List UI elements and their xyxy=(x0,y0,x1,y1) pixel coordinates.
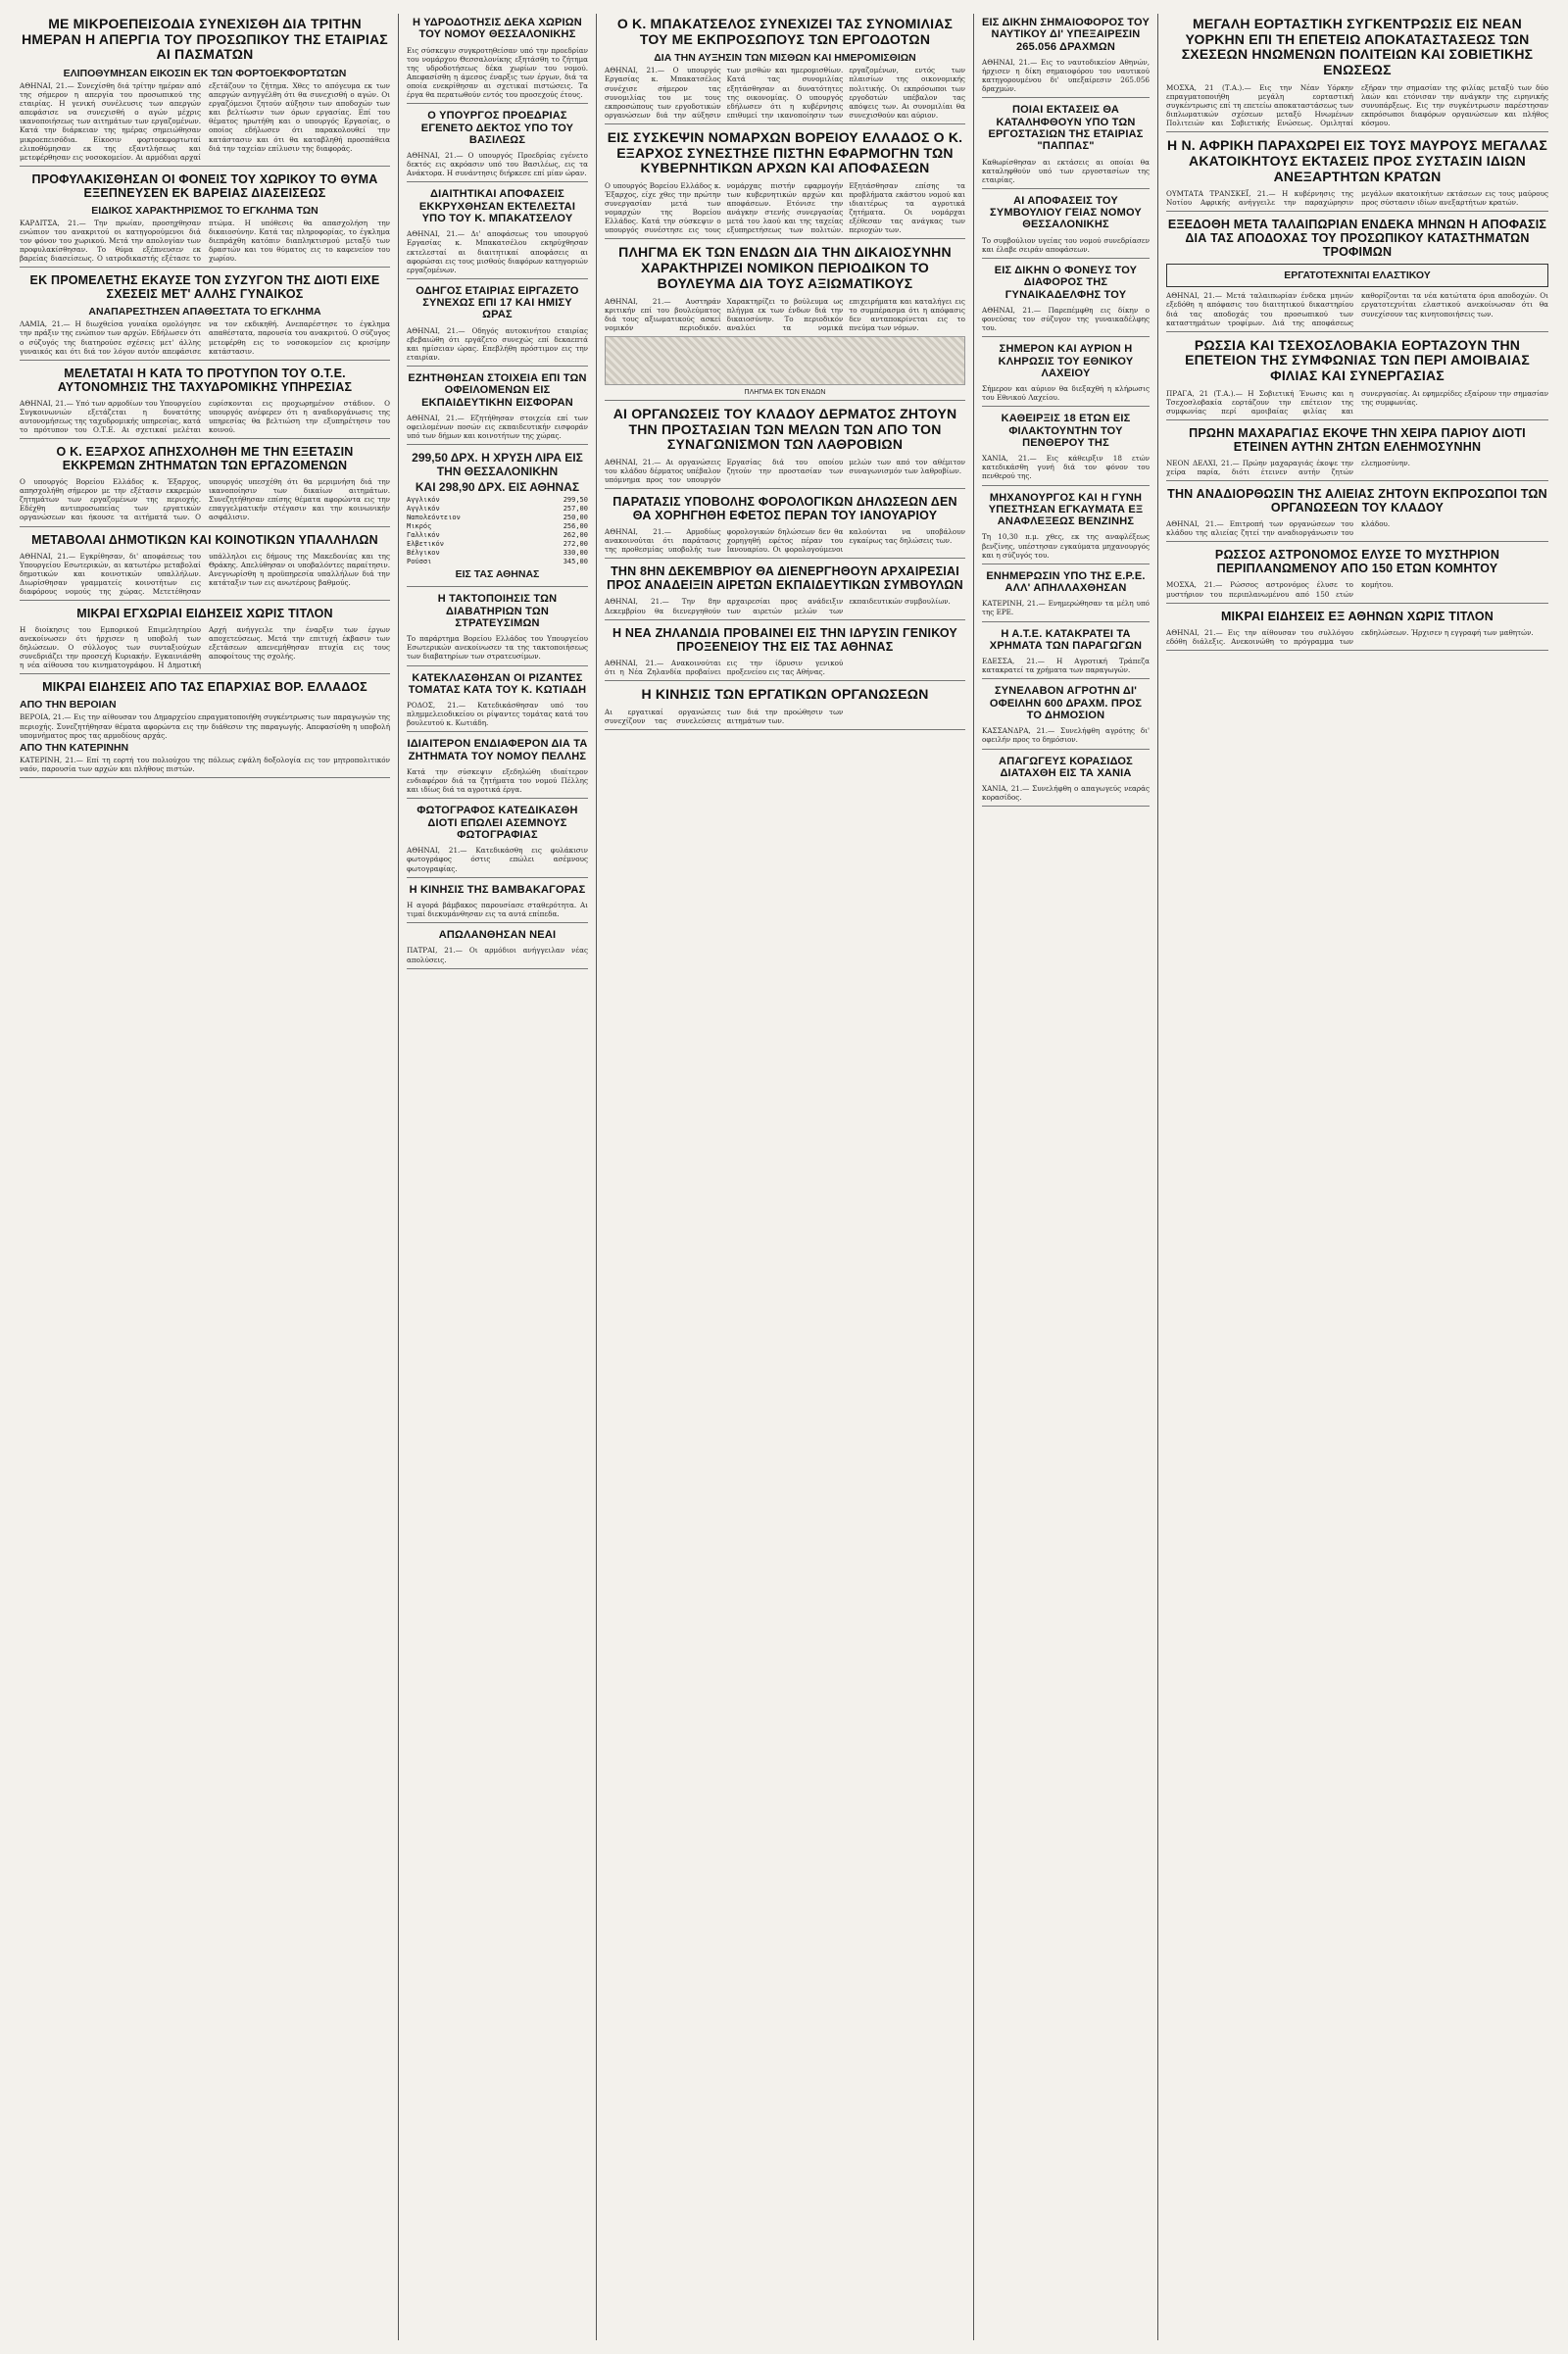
gold-row: Αγγλικόν 299,50 xyxy=(407,496,588,505)
headline: Η ΤΑΚΤΟΠΟΙΗΣΙΣ ΤΩΝ ΔΙΑΒΑΤΗΡΙΩΝ ΤΩΝ ΣΤΡΑΤΕΥΣΙΜΩΝ xyxy=(437,593,558,629)
headline: ΕΚ ΠΡΟΜΕΛΕΤΗΣ ΕΚΑΥΣΕ ΤΟΝ ΣΥΖΥΓΟΝ ΤΗΣ ΔΙΟΤΙ ΕΙΧΕ ΣΧΕΣΕΙΣ ΜΕΤ' ΑΛΛΗΣ ΓΥΝΑΙΚΟΣ xyxy=(29,273,380,302)
headline: ΕΙΣ ΣΥΣΚΕΨΙΝ ΝΟΜΑΡΧΩΝ ΒΟΡΕΙΟΥ ΕΛΛΑΔΟΣ Ο Κ. ΕΞΑΡΧΟΣ ΣΥΝΕΣΤΗΣΕ ΠΙΣΤΗΝ ΕΦΑΡΜΟΓΗΝ ΤΩΝ ΚΥΒΕΡΝΗΤΙΚΩΝ ΑΡΧΩΝ ΚΑΙ ΑΠΟΦΑΣΕΩΝ xyxy=(607,128,963,176)
column-1 xyxy=(12,14,399,2340)
article-russia-czech xyxy=(1166,338,1548,420)
gold-headline-athens: ΚΑΙ 298,90 ΔΡΧ. ΕΙΣ ΑΘΗΝΑΣ xyxy=(415,480,580,495)
article-south-africa xyxy=(1166,138,1548,212)
article-comet xyxy=(1166,548,1548,603)
article-body: Η διοίκησις του Εμπορικού Επιμελητηρίου ανεκοίνωσεν ότι ήρχισεν η υποβολή των δηλώσεων. Ο σύλλογος των συνταξιούχων συνεδριάζει την προσεχή Κυριακήν. Εγκαινιάσθη η νέα αίθουσα του κινηματογράφου. Η Δημοτική Αρχή ανήγγειλε την έναρξιν των έργων αποχετεύσεως. Μετά την επιτυχή έκβασιν των εξετάσεων απενεμήθησαν πτυχία εις τους αποφοίτους της σχολής. xyxy=(20,625,390,670)
article-body: Η αγορά βάμβακος παρουσίασε σταθερότητα. Αι τιμαί διεκυμάνθησαν εις τα αυτά επίπεδα. xyxy=(407,900,588,918)
headline: ΚΑΘΕΙΡΞΙΣ 18 ΕΤΩΝ ΕΙΣ ΦΙΛΑΚΤΟΥΝΤΗΝ ΤΟΥ ΠΕΝΘΕΡΟΥ ΤΗΣ xyxy=(1001,413,1131,449)
article-body: ΑΘΗΝΑΙ, 21.— Αι οργανώσεις του κλάδου δέρματος υπέβαλον υπόμνημα προς τον υπουργόν Εργασίας διά του οποίου ζητούν την προστασίαν των μελών των από τον αθέμιτον συναγωνισμόν των λαθροβίων. xyxy=(605,457,965,485)
headline: ΕΙΣ ΔΙΚΗΝ Ο ΦΟΝΕΥΣ ΤΟΥ ΔΙΑΦΟΡΟΣ ΤΗΣ ΓΥΝΑΙΚΑΔΕΛΦΗΣ ΤΟΥ xyxy=(994,264,1138,301)
headline: Η ΚΙΝΗΣΙΣ ΤΗΣ ΒΑΜΒΑΚΑΓΟΡΑΣ xyxy=(409,883,586,896)
headline: ΜΕΓΑΛΗ ΕΟΡΤΑΣΤΙΚΗ ΣΥΓΚΕΝΤΡΩΣΙΣ ΕΙΣ ΝΕΑΝ ΥΟΡΚΗΝ ΕΠΙ ΤΗ ΕΠΕΤΕΙΩ ΑΠΟΚΑΤΑΣΤΑΣΕΩΣ ΤΩΝ ΣΧΕΣΕΩΝ ΗΝΩΜΕΝΩΝ ΠΟΛΙΤΕΙΩΝ ΚΑΙ ΣΟΒΙΕΤΙΚΗΣ ΕΝΩΣΕΩΣ xyxy=(1181,16,1534,78)
gold-row: Γαλλικόν 262,00 xyxy=(407,531,588,540)
headline: ΕΖΗΤΗΘΗΣΑΝ ΣΤΟΙΧΕΙΑ ΕΠΙ ΤΩΝ ΟΦΕΙΛΟΜΕΝΩΝ ΕΙΣ ΕΚΠΑΙΔΕΥΤΙΚΗΝ ΕΙΣΦΟΡΑΝ xyxy=(408,372,587,409)
sidebar-box xyxy=(1166,264,1548,287)
subheadline: ΕΛΙΠΟΘΥΜΗΣΑΝ ΕΙΚΟΣΙΝ ΕΚ ΤΩΝ ΦΟΡΤΟΕΚΦΟΡΤΩΤΩΝ xyxy=(63,68,347,80)
article-arbitration xyxy=(407,188,588,278)
headline: ΙΔΙΑΙΤΕΡΟΝ ΕΝΔΙΑΦΕΡΟΝ ΔΙΑ ΤΑ ΖΗΤΗΜΑΤΑ ΤΟΥ ΝΟΜΟΥ ΠΕΛΛΗΣ xyxy=(407,738,588,762)
column-2 xyxy=(399,14,597,2340)
article-body: ΑΘΗΝΑΙ, 21.— Οδηγός αυτοκινήτου εταιρίας εβεβαιώθη ότι εργάζετο συνεχώς επί δεκαεπτά και ημίσειαν ώρας. Επεβλήθη πρόστιμον εις την εταιρίαν. xyxy=(407,325,588,363)
article-justice-blow xyxy=(605,245,965,400)
article-body: ΜΟΣΧΑ, 21 (Τ.Α.).— Εις την Νέαν Υόρκην επραγματοποιήθη μεγάλη εορταστική συγκέντρωσις επί τη επετείω αποκαταστάσεως των διπλωματικών σχέσεων μεταξύ Ηνωμένων Πολιτειών και Σοβιετικής Ενώσεως. Ομιληταί εξήραν την σημασίαν της φιλίας μεταξύ των δύο λαών και ετόνισαν την ανάγκην της ειρηνικής συνυπάρξεως. Εις την συγκέντρωσιν παρέστησαν εκπρόσωποι διαφόρων οργανώσεων και πλήθος κόσμου. xyxy=(1166,82,1548,128)
headline: ΑΠΩΛΑΝΘΗΣΑΝ ΝΕΑΙ xyxy=(438,929,557,942)
article-strike xyxy=(20,17,390,167)
gold-footer: ΕΙΣ ΤΑΣ ΑΘΗΝΑΣ xyxy=(455,568,540,581)
article-body: Το παράρτημα Βορείου Ελλάδος του Υπουργείου Εσωτερικών ανεκοίνωσεν τα της τακτοποιήσεως των διαβατηρίων των στρατευσίμων. xyxy=(407,634,588,662)
article-body: Ο υπουργός Βορείου Ελλάδος κ. Έξαρχος, απησχολήθη σήμερον με την εξέτασιν εκκρεμών ζητημάτων των εργαζομένων της περιοχής. Εδέχθη αντιπροσωπείας των εργατικών οργανώσεων και ήκουσε τα αιτήματά των. Ο υπουργός υπεσχέθη ότι θα μεριμνήση διά την ικανοποίησιν των δικαίων αιτημάτων. Συνεζητήθησαν επίσης θέματα αφορώντα εις την επαγγελματικήν στέγασιν και την κοινωνικήν ασφάλισιν. xyxy=(20,477,390,522)
article-body: ΑΘΗΝΑΙ, 21.— Ο υπουργός Εργασίας κ. Μπακατσέλος συνέχισε σήμερον τας συνομιλίας του με τους εκπροσώπους των εργοδοτικών οργανώσεων διά την αύξησιν των μισθών και ημερομισθίων. Κατά τας συνομιλίας εξητάσθησαν αι δυνατότητες της οικονομίας. Ο υπουργός εδήλωσεν ότι η κυβέρνησις επιθυμεί την ικανοποίησιν των εργαζομένων, εντός των πλαισίων της οικονομικής πολιτικής. Οι εκπρόσωποι των εργοδοτών υπέβαλον τας απόψεις των. Αι συνομιλίαι θα συνεχισθούν και αύριον. xyxy=(605,66,965,120)
article-body: Ο υπουργός Βορείου Ελλάδος κ. Έξαρχος, είχε χθες την πρώτην συνεργασίαν μετά των νομαρχών της Βορείου Ελλάδος. Κατά την σύσκεψιν ο υπουργός συνέστησε εις τους νομάρχας πιστήν εφαρμογήν των κυβερνητικών αρχών και αποφάσεων. Ετόνισε την ανάγκην στενής συνεργασίας μετά του λαού και της ταχείας εξυπηρετήσεως των πολιτών. Εξητάσθησαν επίσης τα προβλήματα εκάστου νομού και ιδιαιτέρως τα αγροτικά ζητήματα. Οι νομάρχαι εξέθεσαν τας ανάγκας των περιοχών των. xyxy=(605,180,965,235)
subheadline: ΕΙΔΙΚΟΣ ΧΑΡΑΚΤΗΡΙΣΜΟΣ ΤΟ ΕΓΚΛΗΜΑ ΤΩΝ xyxy=(91,204,318,217)
headline: ΜΗΧΑΝΟΥΡΓΟΣ ΚΑΙ Η ΓΥΝΗ ΥΠΕΣΤΗΣΑΝ ΕΓΚΑΥΜΑΤΑ ΕΞ ΑΝΑΦΛΕΞΕΩΣ ΒΕΝΖΙΝΗΣ xyxy=(988,491,1144,528)
article-new-york xyxy=(1166,17,1548,132)
article-elections xyxy=(605,564,965,619)
headline: ΠΛΗΓΜΑ ΕΚ ΤΩΝ ΕΝΔΩΝ ΔΙΑ ΤΗΝ ΔΙΚΑΙΟΣΥΝΗΝ ΧΑΡΑΚΤΗΡΙΖΕΙ ΝΟΜΙΚΟΝ ΠΕΡΙΟΔΙΚΟΝ ΤΟ ΒΟΥΛΕΥΜΑ ΔΙΑ ΤΟΥΣ ΑΞΙΩΜΑΤΙΚΟΥΣ xyxy=(618,244,952,291)
article-prefects-meeting xyxy=(605,130,965,240)
gold-row: Αγγλικόν 257,00 xyxy=(407,505,588,514)
article-body: ΑΘΗΝΑΙ, 21.— Παρεπέμφθη εις δίκην ο φονεύσας τον σύζυγον της γυναικαδέλφης του. xyxy=(982,305,1150,333)
headline: ΚΑΤΕΚΛΑΣΘΗΣΑΝ ΟΙ ΡΙΖΑΝΤΕΣ ΤΟΜΑΤΑΣ ΚΑΤΑ ΤΟΥ Κ. ΚΩΤΙΑΔΗ xyxy=(408,671,587,696)
article-cotton xyxy=(407,884,588,924)
article-body: ΛΑΜΙΑ, 21.— Η διωχθείσα γυναίκα ομολόγησε την πράξιν της ενώπιον των αρχών. Εδήλωσεν ότι ο σύζυγός της διατηρούσε σχέσεις μετ' άλλης γυναικός και ότι διά τον λόγον αυτόν απεφάσισε να τον εκδικηθή. Ανεπαρέστησε το έγκλημα απαθέστατα, παρουσία του ανακριτού. Ο σύζυγος μετεφέρθη εις το νοσοκομείον εις κρισίμην κατάστασιν. xyxy=(20,319,390,356)
headline: Ο Κ. ΕΞΑΡΧΟΣ ΑΠΗΣΧΟΛΗΘΗ ΜΕ ΤΗΝ ΕΞΕΤΑΣΙΝ ΕΚΚΡΕΜΩΝ ΖΗΤΗΜΑΤΩΝ ΤΩΝ ΕΡΓΑΖΟΜΕΝΩΝ xyxy=(56,445,354,473)
article-navy-trial xyxy=(982,17,1150,98)
gold-prices xyxy=(407,451,588,587)
article-fishing xyxy=(1166,487,1548,542)
article-body: Εις σύσκεψιν συγκροτηθείσαν υπό την προεδρίαν του νομάρχου Θεσσαλονίκης εξητάσθη το ζήτημα της υδροδοτήσεως δέκα χωρίων του νομού. Απεφασίσθη η άμεσος έναρξις των έργων, διά τα οποία ενεκρίθησαν αι σχετικαί πιστώσεις. Τα έργα θα περατωθούν εντός του προσεχούς έτους. xyxy=(407,45,588,100)
article-municipal-staff xyxy=(20,533,390,601)
box-title: ΕΡΓΑΤΟΤΕΧΝΙΤΑΙ ΕΛΑΣΤΙΚΟΥ xyxy=(1284,270,1431,282)
gold-row: Ελβετικόν 272,00 xyxy=(407,540,588,549)
article-body: ΑΘΗΝΑΙ, 21.— Ο υπουργός Προεδρίας εγένετο δεκτός εις ακρόασιν υπό του Βασιλέως, εις τα Ανάκτορα. Η συνάντησις διήρκεσε επί μίαν ώραν. xyxy=(407,151,588,178)
headline: ΕΞΕΔΟΘΗ ΜΕΤΑ ΤΑΛΑΙΠΩΡΙΑΝ ΕΝΔΕΚΑ ΜΗΝΩΝ Η ΑΠΟΦΑΣΙΣ ΔΙΑ ΤΑΣ ΑΠΟΔΟΧΑΣ ΤΟΥ ΠΡΟΣΩΠΙΚΟΥ ΚΑΤΑΣΤΗΜΑΤΩΝ ΤΡΟΦΙΜΩΝ xyxy=(1167,218,1547,260)
article-body: ΑΘΗΝΑΙ, 21.— Μετά ταλαιπωρίαν ένδεκα μηνών εξεδόθη η απόφασις του διαιτητικού δικαστηρίου διά τας αποδοχάς του προσωπικού των καταστημάτων τροφίμων. Διά της αποφάσεως καθορίζονται τα νέα κατώτατα όρια αποδοχών. Οι εργατοτεχνίται ελαστικού ανεκοίνωσαν ότι θα συνεχίσουν τας κινητοποιήσεις των. xyxy=(1166,291,1548,327)
article-body: ΑΘΗΝΑΙ, 21.— Την 8ην Δεκεμβρίου θα διενεργηθούν αρχαιρεσίαι προς ανάδειξιν των αιρετών μελών των εκπαιδευτικών συμβουλίων. xyxy=(605,597,951,615)
column-4 xyxy=(974,14,1158,2340)
article-body: Καθωρίσθησαν αι εκτάσεις αι οποίαι θα καταληφθούν υπό των εργοστασίων της εταιρίας. xyxy=(982,157,1150,184)
headline: ΑΠΑΓΩΓΕΥΣ ΚΟΡΑΣΙΔΟΣ ΔΙΑΤΑΧΘΗ ΕΙΣ ΤΑ ΧΑΝΙΑ xyxy=(999,755,1133,779)
article-photographer xyxy=(407,805,588,877)
headline: ΔΙΑΙΤΗΤΙΚΑΙ ΑΠΟΦΑΣΕΙΣ ΕΚΚΡΥΧΘΗΣΑΝ ΕΚΤΕΛΕΣΤΑΙ ΥΠΟ ΤΟΥ Κ. ΜΠΑΚΑΤΣΕΛΟΥ xyxy=(418,188,576,225)
article-bakatselos-talks xyxy=(605,17,965,124)
headline: ΜΙΚΡΑΙ ΕΙΔΗΣΕΙΣ ΑΠΟ ΤΑΣ ΕΠΑΡΧΙΑΣ ΒΟΡ. ΕΛΛΑΔΟΣ xyxy=(42,680,368,695)
article-body: ΚΑΤΕΡΙΝΗ, 21.— Ενημερώθησαν τα μέλη υπό της ΕΡΕ. xyxy=(982,599,1150,617)
article-minister-king xyxy=(407,110,588,182)
article-body: ΑΘΗΝΑΙ, 21.— Αυστηράν κριτικήν επί του βουλεύματος διά τους αξιωματικούς ασκεί νομικόν περιοδικόν. Χαρακτηρίζει το βούλευμα ως πλήγμα εκ των ένδων διά την δικαιοσύνην. Το περιοδικόν αναλύει τα νομικά επιχειρήματα και καταλήγει εις το συμπέρασμα ότι η απόφασις δεν ανταποκρίνεται εις το πνεύμα των νόμων. xyxy=(605,296,965,332)
article-body: ΚΑΣΣΑΝΔΡΑ, 21.— Συνελήφθη αγρότης δι' οφειλήν προς το δημόσιον. xyxy=(982,726,1150,745)
article-water-supply xyxy=(407,17,588,104)
article-body: Το συμβούλιον υγείας του νομού συνεδρίασεν και έλαβε σειράν αποφάσεων. xyxy=(982,235,1150,254)
headline: ΑΙ ΑΠΟΦΑΣΕΙΣ ΤΟΥ ΣΥΜΒΟΥΛΙΟΥ ΓΕΙΑΣ ΝΟΜΟΥ ΘΕΣΣΑΛΟΝΙΚΗΣ xyxy=(990,194,1142,231)
article-driver xyxy=(407,285,588,367)
headline: ΜΕΤΑΒΟΛΑΙ ΔΗΜΟΤΙΚΩΝ ΚΑΙ ΚΟΙΝΟΤΙΚΩΝ ΥΠΑΛΛΗΛΩΝ xyxy=(31,532,378,547)
headline: ΤΗΝ ΑΝΑΔΙΟΡΘΩΣΙΝ ΤΗΣ ΑΛΙΕΙΑΣ ΖΗΤΟΥΝ ΕΚΠΡΟΣΩΠΟΙ ΤΩΝ ΟΡΓΑΝΩΣΕΩΝ ΤΟΥ ΚΛΑΔΟΥ xyxy=(1167,487,1547,515)
article-petrol-burns xyxy=(982,492,1150,564)
article-education-levy xyxy=(407,372,588,445)
headline: ΠΡΩΗΝ ΜΑΧΑΡΑΓΙΑΣ ΕΚΟΨΕ ΤΗΝ ΧΕΙΡΑ ΠΑΡΙΟΥ ΔΙΟΤΙ ΕΤΕΙΝΕΝ ΑΥΤΗΝ ΖΗΤΩΝ ΕΛΕΗΜΟΣΥΝΗΝ xyxy=(1189,426,1526,455)
headline: ΕΙΣ ΔΙΚΗΝ ΣΗΜΑΙΟΦΟΡΟΣ ΤΟΥ ΝΑΥΤΙΚΟΥ ΔΙ' ΥΠΕΞΑΙΡΕΣΙΝ 265.056 ΔΡΑΧΜΩΝ xyxy=(982,17,1150,53)
gold-row: Ρούσσι 345,00 xyxy=(407,558,588,566)
gold-table xyxy=(407,496,588,566)
article-exarchos-workers xyxy=(20,445,390,526)
article-body: ΑΘΗΝΑΙ, 21.— Δι' αποφάσεως του υπουργού Εργασίας κ. Μπακατσέλου εκηρύχθησαν εκτελεσταί αι διαιτητικαί αποφάσεις αι αφορώσαι εις τους μισθούς διαφόρων κατηγοριών εργαζομένων. xyxy=(407,229,588,274)
headline: ΡΩΣΣΙΑ ΚΑΙ ΤΣΕΧΟΣΛΟΒΑΚΙΑ ΕΟΡΤΑΖΟΥΝ ΤΗΝ ΕΠΕΤΕΙΟΝ ΤΗΣ ΣΥΜΦΩΝΙΑΣ ΤΩΝ ΠΕΡΙ ΑΜΟΙΒΑΙΑΣ ΦΙΛΙΑΣ ΚΑΙ ΣΥΝΕΡΓΑΣΙΑΣ xyxy=(1185,336,1530,384)
article-body: ΑΘΗΝΑΙ, 21.— Εις την αίθουσαν του συλλόγου εδόθη διάλεξις. Ανεκοινώθη το πρόγραμμα των εκδηλώσεων. Ήρχισεν η εγγραφή των μαθητών. xyxy=(1166,627,1534,646)
headline: Ο ΥΠΟΥΡΓΟΣ ΠΡΟΕΔΡΙΑΣ ΕΓΕΝΕΤΟ ΔΕΚΤΟΣ ΥΠΟ ΤΟΥ ΒΑΣΙΛΕΩΣ xyxy=(420,110,574,146)
article-passports xyxy=(407,593,588,665)
headline: ΤΗΝ 8ΗΝ ΔΕΚΕΜΒΡΙΟΥ ΘΑ ΔΙΕΝΕΡΓΗΘΟΥΝ ΑΡΧΑΙΡΕΣΙΑΙ ΠΡΟΣ ΑΝΑΔΕΙΞΙΝ ΑΙΡΕΤΩΝ ΕΚΠΑΙΔΕΥΤΙΚΩΝ ΣΥΜΒΟΥΛΩΝ xyxy=(607,564,963,593)
article-tomatoes xyxy=(407,672,588,733)
article-body: ΑΘΗΝΑΙ, 21.— Ανακοινούται ότι η Νέα Ζηλανδία προβαίνει εις την ίδρυσιν γενικού προξενείου εις τας Αθήνας. xyxy=(605,658,844,676)
article-abductor xyxy=(982,756,1150,808)
gold-headline: 299,50 ΔΡΧ. Η ΧΡΥΣΗ ΛΙΡΑ ΕΙΣ ΤΗΝ ΘΕΣΣΑΛΟΝΙΚΗΝ xyxy=(412,451,583,479)
article-body: Κατά την σύσκεψιν εξεδηλώθη ιδιαίτερον ενδιαφέρον διά τα ζητήματα του νομού Πέλλης και ιδίως διά τα αγροτικά έργα. xyxy=(407,767,588,795)
headline: ΜΙΚΡΑΙ ΕΓΧΩΡΙΑΙ ΕΙΔΗΣΕΙΣ ΧΩΡΙΣ ΤΙΤΛΟΝ xyxy=(76,607,333,621)
article-provinces xyxy=(20,680,390,777)
article-body: Σήμερον και αύριον θα διεξαχθή η κλήρωσις του Εθνικού Λαχείου. xyxy=(982,384,1150,403)
article-tax-returns xyxy=(605,495,965,559)
section-label: ΑΠΟ ΤΗΝ ΒΕΡΟΙΑΝ xyxy=(20,699,117,711)
article-local-news xyxy=(20,607,390,674)
article-body: ΚΑΡΔΙΤΣΑ, 21.— Την πρωίαν, προσηχθησαν ενώπιον του ανακριτού οι κατηγορούμενοι διά τον φόνον του χωρικού. Μετά την απολογίαν των προφυλακίσθησαν. Το θύμα εξέπνευσεν εκ βαρείας διασείσεως. Ο ιατροδικαστής εξέτασε το πτώμα. Η υπόθεσις θα απασχολήση την δικαιοσύνην. Κατά τας πληροφορίας, το έγκλημα διεπράχθη κατόπιν διαπληκτισμού μεταξύ των δραστών και του θύματος εις το καφενείον του χωρίου. xyxy=(20,218,390,264)
article-postal-service xyxy=(20,367,390,439)
article-body: ΒΕΡΟΙΑ, 21.— Εις την αίθουσαν του Δημαρχείου επραγματοποιήθη συγκέντρωσις των παραγωγών της περιοχής. Συνεζητήθησαν θέματα αφορώντα εις την διάθεσιν της παραγωγής. Απεφασίσθη η υποβολή υπομνήματος προς τας αρμοδίους αρχάς. xyxy=(20,712,390,740)
article-body: ΕΔΕΣΣΑ, 21.— Η Αγροτική Τράπεζα κατακρατεί τα χρήματα των παραγωγών. xyxy=(982,657,1150,675)
headline: ΑΙ ΟΡΓΑΝΩΣΕΙΣ ΤΟΥ ΚΛΑΔΟΥ ΔΕΡΜΑΤΟΣ ΖΗΤΟΥΝ ΤΗΝ ΠΡΟΣΤΑΣΙΑΝ ΤΩΝ ΜΕΛΩΝ ΤΩΝ ΑΠΟ ΤΟΝ ΣΥΝΑΓΩΝΙΣΜΟΝ ΤΩΝ ΛΑΘΡΟΒΙΩΝ xyxy=(612,405,957,453)
headline: ΣΥΝΕΛΑΒΟΝ ΑΓΡΟΤΗΝ ΔΙ' ΟΦΕΙΛΗΝ 600 ΔΡΑΧΜ. ΠΡΟΣ ΤΟ ΔΗΜΟΣΙΟΝ xyxy=(989,685,1143,721)
article-burned-husband xyxy=(20,273,390,360)
headline: ΠΡΟΦΥΛΑΚΙΣΘΗΣΑΝ ΟΙ ΦΟΝΕΙΣ ΤΟΥ ΧΩΡΙΚΟΥ ΤΟ ΘΥΜΑ ΕΞΕΠΝΕΥΣΕΝ ΕΚ ΒΑΡΕΙΑΣ ΔΙΑΣΕΙΣΕΩΣ xyxy=(31,172,378,200)
subheadline: ΔΙΑ ΤΗΝ ΑΥΞΗΣΙΝ ΤΩΝ ΜΙΣΘΩΝ ΚΑΙ ΗΜΕΡΟΜΙΣΘΙΩΝ xyxy=(654,52,916,65)
article-athens-news xyxy=(1166,610,1548,651)
section-label: ΑΠΟ ΤΗΝ ΚΑΤΕΡΙΝΗΝ xyxy=(20,741,129,754)
headline: ΕΝΗΜΕΡΩΣΙΝ ΥΠΟ ΤΗΣ Ε.Ρ.Ε. ΑΛΛ' ΑΠΗΛΛΑΧΘΗΣΑΝ xyxy=(986,569,1146,595)
article-farmer-arrest xyxy=(982,685,1150,749)
article-food-stores xyxy=(1166,218,1548,331)
headline: Η ΥΔΡΟΔΟΤΗΣΙΣ ΔΕΚΑ ΧΩΡΙΩΝ ΤΟΥ ΝΟΜΟΥ ΘΕΣΣΑΛΟΝΙΚΗΣ xyxy=(413,17,582,41)
article-murder-peasant xyxy=(20,172,390,268)
article-body: ΜΟΣΧΑ, 21.— Ρώσσος αστρονόμος έλυσε το μυστήριον του περιπλανωμένου από 150 ετών κομήτου. xyxy=(1166,580,1394,599)
headline: ΠΑΡΑΤΑΣΙΣ ΥΠΟΒΟΛΗΣ ΦΟΡΟΛΟΓΙΚΩΝ ΔΗΛΩΣΕΩΝ ΔΕΝ ΘΑ ΧΟΡΗΓΗΘΗ ΕΦΕΤΟΣ ΠΕΡΑΝ ΤΟΥ ΙΑΝΟΥΑΡΙΟΥ xyxy=(612,495,957,523)
article-illustration xyxy=(605,336,965,385)
article-new-zealand xyxy=(605,626,965,681)
article-sister-in-law xyxy=(982,265,1150,337)
column-5 xyxy=(1158,14,1556,2340)
gold-row: Βέλγικον 330,00 xyxy=(407,549,588,558)
article-body: ΝΕΟΝ ΔΕΛΧΙ, 21.— Πρώην μαχαραγιάς έκοψε την χείρα παρία, διότι έτεινεν αυτήν ζητών ελεημοσύνην. xyxy=(1166,459,1410,477)
headline: Η Ν. ΑΦΡΙΚΗ ΠΑΡΑΧΩΡΕΙ ΕΙΣ ΤΟΥΣ ΜΑΥΡΟΥΣ ΜΕΓΑΛΑΣ ΑΚΑΤΟΙΚΗΤΟΥΣ ΕΚΤΑΣΕΙΣ ΠΡΟΣ ΣΥΣΤΑΣΙΝ ΙΔΙΩΝ ΑΝΕΞΑΡΤΗΤΩΝ ΚΡΑΤΩΝ xyxy=(1167,137,1547,184)
article-lottery xyxy=(982,343,1150,407)
article-health-council xyxy=(982,195,1150,259)
article-body: ΠΡΑΓΑ, 21 (Τ.Α.).— Η Σοβιετική Ένωσις και η Τσεχοσλοβακία εορτάζουν την επέτειον της συμφωνίας περί αμοιβαίας φιλίας και συνεργασίας. Αι εφημερίδες εξαίρουν την σημασίαν της συμφωνίας. xyxy=(1166,388,1548,416)
article-body: ΡΟΔΟΣ, 21.— Κατεδικάσθησαν υπό του πλημμελειοδικείου οι ρίψαντες τομάτας κατά του βουλευτού κ. Κωτιάδη. xyxy=(407,701,588,728)
headline: ΜΙΚΡΑΙ ΕΙΔΗΣΕΙΣ ΕΞ ΑΘΗΝΩΝ ΧΩΡΙΣ ΤΙΤΛΟΝ xyxy=(1220,609,1494,623)
article-leather xyxy=(605,407,965,489)
article-pella xyxy=(407,738,588,799)
article-body: ΧΑΝΙΑ, 21.— Εις κάθειρξιν 18 ετών κατεδικάσθη γυνή διά τον φόνον του πενθερού της. xyxy=(982,454,1150,481)
article-body: ΑΘΗΝΑΙ, 21.— Συνεχίσθη διά τρίτην ημέραν από της σήμερον η απεργία του προσωπικού της εταιρίας. Η γενική συνέλευσις των απεργών απεφάσισε να συνεχισθή ο αγών μέχρις ικανοποιήσεως των αιτημάτων των εργαζομένων. Κατά την διάρκειαν της ημέρας σημειώθησαν μικροεπεισόδια. Είκοσιν φορτοεκφορτωταί ελιποθύμησαν εκ της εξαντλήσεως και μετεφέρθησαν εις νοσοκομείον. Αι αρμόδιαι αρχαί εξετάζουν το ζήτημα. Χθες το απόγευμα εκ των απεργών ανηγγέλθη ότι θα συνεχισθή ο αγών. Οι εργαζόμενοι ζητούν αύξησιν των αποδοχών των και βελτίωσιν των όρων εργασίας. Επί του θέματος ηρωτήθη και ο υπουργός Εργασίας, ο οποίος εδήλωσεν ότι παρακολουθεί την κατάστασιν και ότι θα καταβληθή προσπάθεια διά την ταχείαν επίλυσιν της διαφοράς. xyxy=(20,81,390,162)
article-layoffs xyxy=(407,929,588,969)
headline: ΣΗΜΕΡΟΝ ΚΑΙ ΑΥΡΙΟΝ Η ΚΛΗΡΩΣΙΣ ΤΟΥ ΕΘΝΙΚΟΥ ΛΑΧΕΙΟΥ xyxy=(998,343,1134,379)
article-body: ΧΑΝΙΑ, 21.— Συνελήφθη ο απαγωγεύς νεαράς κορασίδος. xyxy=(982,784,1150,803)
gold-row: Μικρός 256,00 xyxy=(407,522,588,531)
headline: Ο Κ. ΜΠΑΚΑΤΣΕΛΟΣ ΣΥΝΕΧΙΖΕΙ ΤΑΣ ΣΥΝΟΜΙΛΙΑΣ ΤΟΥ ΜΕ ΕΚΠΡΟΣΩΠΟΥΣ ΤΩΝ ΕΡΓΟΔΟΤΩΝ xyxy=(616,16,954,47)
article-body: ΑΘΗΝΑΙ, 21.— Αρμοδίως ανακοινούται ότι παράτασις της προθεσμίας υποβολής των φορολογικών δηλώσεων δεν θα χορηγηθή εφέτος πέραν του Ιανουαρίου. Οι φορολογούμενοι καλούνται να υποβάλουν εγκαίρως τας δηλώσεις των. xyxy=(605,527,965,555)
headline: ΠΟΙΑΙ ΕΚΤΑΣΕΙΣ ΘΑ ΚΑΤΑΛΗΦΘΟΥΝ ΥΠΟ ΤΩΝ ΕΡΓΟΣΤΑΣΙΩΝ ΤΗΣ ΕΤΑΙΡΙΑΣ "ΠΑΠΠΑΣ" xyxy=(988,104,1144,153)
article-body: Αι εργατικαί οργανώσεις συνεχίζουν τας συνελεύσεις των διά την προώθησιν των αιτημάτων των. xyxy=(605,707,844,725)
article-body: ΠΑΤΡΑΙ, 21.— Οι αρμόδιοι ανήγγειλαν νέας απολύσεις. xyxy=(407,946,588,964)
article-body: ΑΘΗΝΑΙ, 21.— Εγκρίθησαν, δι' αποφάσεως του Υπουργείου Εσωτερικών, αι κατωτέρω μεταβολαί δημοτικών και κοινοτικών υπαλλήλων. Διωρίσθησαν γραμματείς κοινοτήτων εις διαφόρους νομούς της χώρας. Μετετέθησαν υπάλληλοι εις δήμους της Μακεδονίας και της Θράκης. Απελύθησαν οι υποβαλόντες παραίτησιν. Ανεγνωρίσθη η προϋπηρεσία υπαλλήλων διά την κατάταξιν των εις ανωτέρους βαθμούς. xyxy=(20,551,390,596)
headline: Η ΚΙΝΗΣΙΣ ΤΩΝ ΕΡΓΑΤΙΚΩΝ ΟΡΓΑΝΩΣΕΩΝ xyxy=(641,685,929,702)
article-body: ΚΑΤΕΡΙΝΗ, 21.— Επί τη εορτή του πολιούχου της πόλεως εψάλη δοξολογία εις τον μητροπολιτικόν ναόν, παρουσία των αρχών και πλήθους πιστών. xyxy=(20,755,390,773)
headline: ΦΩΤΟΓΡΑΦΟΣ ΚΑΤΕΔΙΚΑΣΘΗ ΔΙΟΤΙ ΕΠΩΛΕΙ ΑΣΕΜΝΟΥΣ ΦΩΤΟΓΡΑΦΙΑΣ xyxy=(416,805,578,841)
gold-row: Ναπολεόντειον 250,00 xyxy=(407,514,588,522)
subheadline: ΑΝΑΠΑΡΕΣΤΗΣΕΝ ΑΠΑΘΕΣΤΑΤΑ ΤΟ ΕΓΚΛΗΜΑ xyxy=(88,306,321,319)
article-maharaja xyxy=(1166,426,1548,481)
headline: Η ΝΕΑ ΖΗΛΑΝΔΙΑ ΠΡΟΒΑΙΝΕΙ ΕΙΣ ΤΗΝ ΙΔΡΥΣΙΝ ΓΕΝΙΚΟΥ ΠΡΟΞΕΝΕΙΟΥ ΤΗΣ ΕΙΣ ΤΑΣ ΑΘΗΝΑΣ xyxy=(612,625,957,654)
article-body: ΑΘΗΝΑΙ, 21.— Επιτροπή των οργανώσεων του κλάδου της αλιείας ζητεί την αναδιοργάνωσιν του κλάδου. xyxy=(1166,519,1391,538)
article-labour-unions xyxy=(605,687,965,730)
article-body: ΑΘΗΝΑΙ, 21.— Κατεδικάσθη εις φυλάκισιν φωτογράφος όστις επώλει ασέμνους φωτογραφίας. xyxy=(407,846,588,873)
article-ere xyxy=(982,570,1150,622)
headline: ΜΕ ΜΙΚΡΟΕΠΕΙΣΟΔΙΑ ΣΥΝΕΧΙΣΘΗ ΔΙΑ ΤΡΙΤΗΝ ΗΜΕΡΑΝ Η ΑΠΕΡΓΙΑ ΤΟΥ ΠΡΟΣΩΠΙΚΟΥ ΤΗΣ ΕΤΑΙΡΙΑΣ ΑΙ ΠΑΣΜΑΤΩΝ xyxy=(22,16,388,63)
article-ate xyxy=(982,628,1150,680)
article-pappas xyxy=(982,104,1150,189)
article-body: ΑΘΗΝΑΙ, 21.— Εζητήθησαν στοιχεία επί των οφειλομένων ποσών εις εκπαιδευτικήν εισφοράν υπό των δήμων και κοινοτήτων της χώρας. xyxy=(407,414,588,441)
article-body: ΑΘΗΝΑΙ, 21.— Εις το ναυτοδικείον Αθηνών, ήρχισεν η δίκη σημαιοφόρου του ναυτικού κατηγορουμένου δι' υπεξαίρεσιν 265.056 δραχμών. xyxy=(982,57,1150,94)
headline: ΟΔΗΓΟΣ ΕΤΑΙΡΙΑΣ ΕΙΡΓΑΖΕΤΟ ΣΥΝΕΧΩΣ ΕΠΙ 17 ΚΑΙ ΗΜΙΣΥ ΩΡΑΣ xyxy=(416,284,579,321)
headline: Η Α.Τ.Ε. ΚΑΤΑΚΡΑΤΕΙ ΤΑ ΧΡΗΜΑΤΑ ΤΩΝ ΠΑΡΑΓΩΓΩΝ xyxy=(989,627,1143,652)
article-body: ΟΥΜΤΑΤΑ ΤΡΑΝΣΚΕΪ, 21.— Η κυβέρνησις της Νοτίου Αφρικής ανήγγειλε την παραχώρησιν μεγάλων ακατοικήτων εκτάσεων εις τους μαύρους προς σύστασιν ιδίων ανεξαρτήτων κρατών. xyxy=(1166,189,1548,208)
column-3 xyxy=(597,14,974,2340)
article-body: Τη 10,30 π.μ. χθες, εκ της αναφλέξεως βενζίνης, υπέστησαν εγκαύματα μηχανουργός και η σύζυγός του. xyxy=(982,532,1150,560)
headline: ΡΩΣΣΟΣ ΑΣΤΡΟΝΟΜΟΣ ΕΛΥΣΕ ΤΟ ΜΥΣΤΗΡΙΟΝ ΠΕΡΙΠΛΑΝΩΜΕΝΟΥ ΑΠΟ 150 ΕΤΩΝ ΚΟΜΗΤΟΥ xyxy=(1214,548,1500,576)
article-body: ΑΘΗΝΑΙ, 21.— Υπό των αρμοδίων του Υπουργείου Συγκοινωνιών εξετάζεται η δυνατότης αυτονομήσεως της ταχυδρομικής υπηρεσίας, κατά το πρότυπον του Ο.Τ.Ε. Αι σχετικαί μελέται ευρίσκονται εις προχωρημένον στάδιον. Ο υπουργός ανέφερεν ότι η αναδιοργάνωσις της υπηρεσίας θα βελτιώση την εξυπηρέτησιν του κοινού. xyxy=(20,398,390,434)
illustration-caption: ΠΛΗΓΜΑ ΕΚ ΤΩΝ ΕΝΔΩΝ xyxy=(744,388,826,396)
article-imprisonment xyxy=(982,413,1150,485)
headline: ΜΕΛΕΤΑΤΑΙ Η ΚΑΤΑ ΤΟ ΠΡΟΤΥΠΟΝ ΤΟΥ Ο.Τ.Ε. ΑΥΤΟΝΟΜΗΣΙΣ ΤΗΣ ΤΑΧΥΔΡΟΜΙΚΗΣ ΥΠΗΡΕΣΙΑΣ xyxy=(57,366,353,394)
